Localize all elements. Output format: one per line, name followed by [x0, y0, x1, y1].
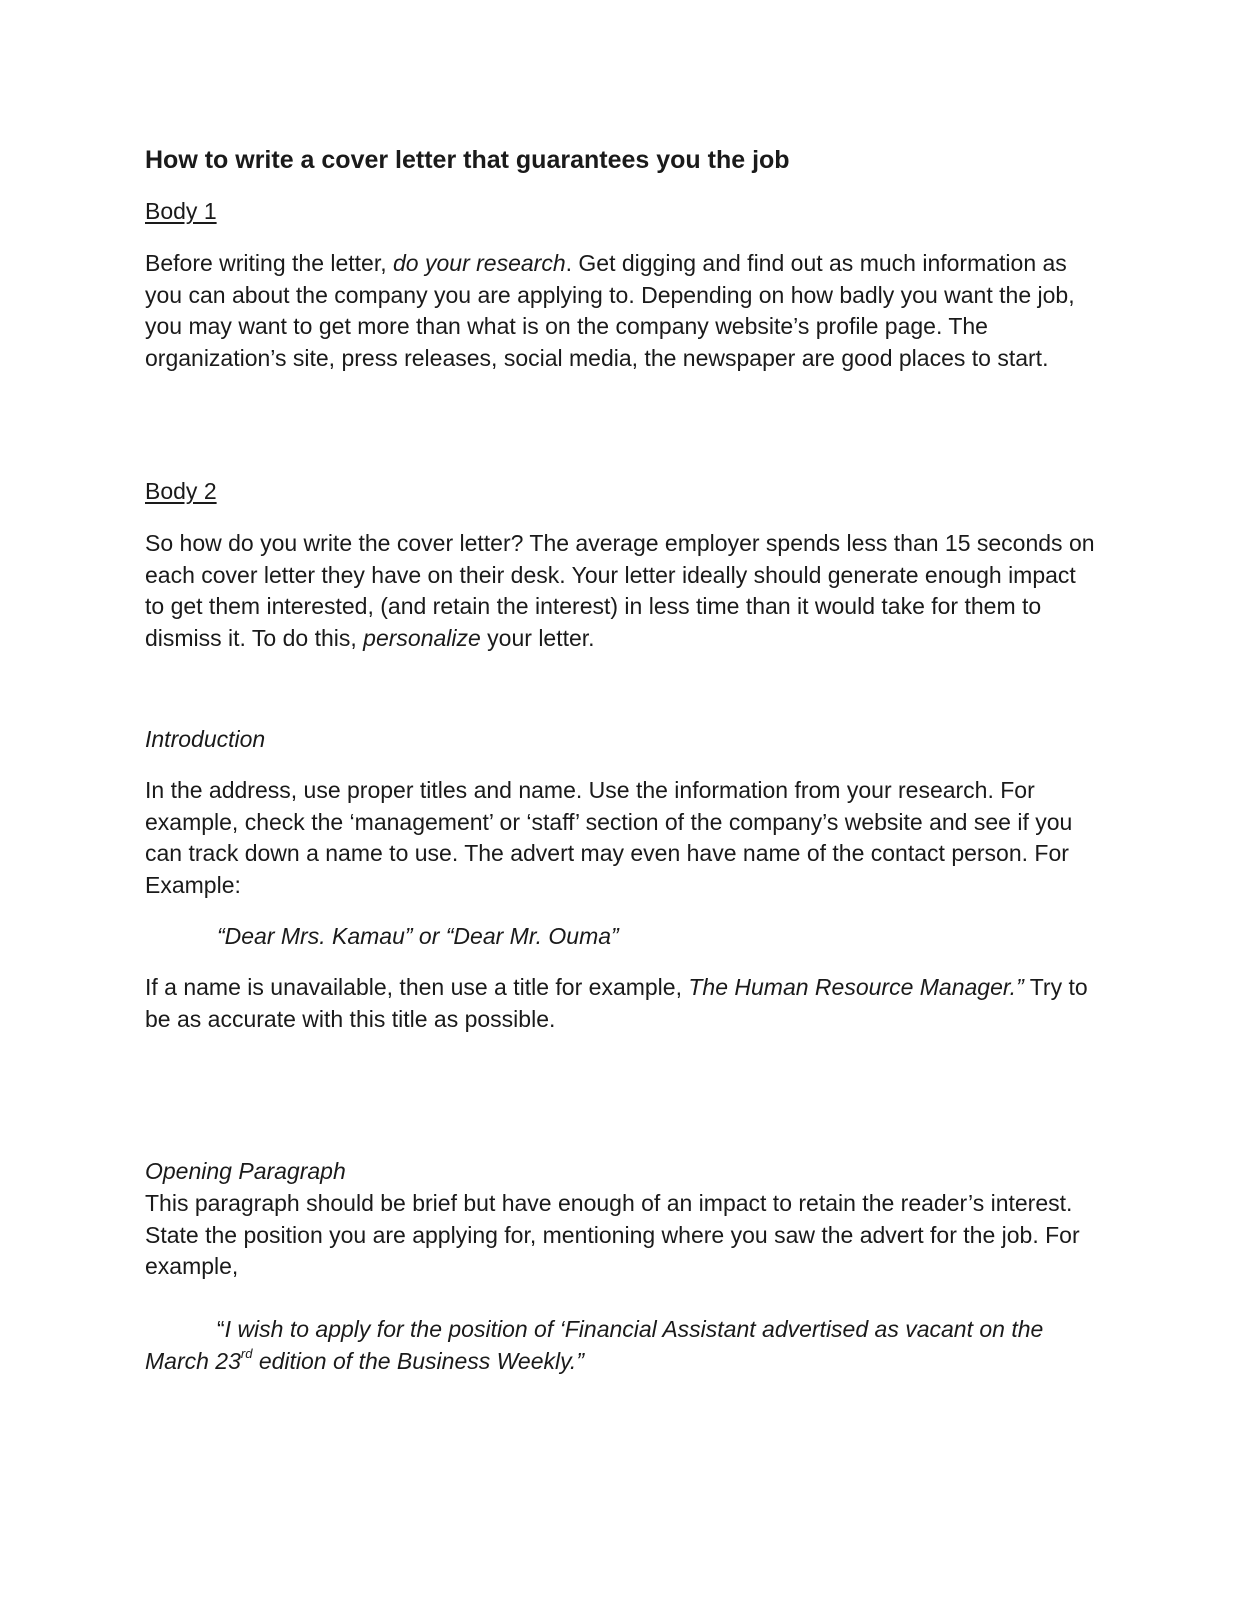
document-title: How to write a cover letter that guarantees you the job: [145, 146, 790, 174]
introduction-example: “Dear Mrs. Kamau” or “Dear Mr. Ouma”: [217, 923, 619, 949]
body1-paragraph: [145, 248, 1100, 374]
body2-heading: Body 2: [145, 478, 217, 504]
body1-text-after: . Get digging and find out as much information as you can about the company you are applying to. Depending on how badly you want the job, you may want to get more than what is on the company website’s profile page. The organization’s site, press releases, social media, the newspaper are good places to start.: [145, 250, 1075, 371]
body1-emphasis: do your research: [393, 250, 566, 276]
fallback-emphasis: The Human Resource Manager.”: [688, 974, 1024, 1000]
body1-heading: Body 1: [145, 198, 217, 224]
body2-paragraph: [145, 528, 1100, 654]
opening-heading: Opening Paragraph: [145, 1158, 346, 1184]
body1-text-before: Before writing the letter,: [145, 250, 394, 276]
body2-emphasis: personalize: [363, 624, 481, 651]
quote-main: I wish to apply for the position of ‘Financial Assistant advertised as vacant on the March 23: [145, 1316, 1044, 1374]
fallback-text-before: If a name is unavailable, then use a title for example,: [145, 974, 689, 1000]
opening-example-quote: [145, 1314, 1100, 1377]
introduction-fallback: [145, 972, 1100, 1035]
fallback-text-after: Try to be as accurate with this title as possible.: [145, 974, 1088, 1032]
introduction-heading: Introduction: [145, 726, 266, 752]
quote-superscript: rd: [240, 1345, 253, 1361]
opening-paragraph: This paragraph should be brief but have enough of an impact to retain the reader’s interest. State the position you are applying for, mentioning where you saw the advert for the job. For example,: [145, 1190, 1080, 1280]
body2-text-before: So how do you write the cover letter? The average employer spends less than 15 seconds on each cover letter they have on their desk. Your letter ideally should generate enough impact to get them interested, (and retain the interest) in less time than it would take for them to dismiss it. To do this,: [145, 530, 1095, 651]
quote-end: edition of the Business Weekly.”: [252, 1347, 584, 1374]
introduction-paragraph: In the address, use proper titles and name. Use the information from your research. For example, check the ‘management’ or ‘staff’ section of the company’s website and see if you can track down a name to use. The advert may even have name of the contact person. For Example:: [145, 777, 1073, 898]
body2-text-after: your letter.: [480, 624, 595, 651]
quote-open-mark: “: [217, 1316, 225, 1342]
